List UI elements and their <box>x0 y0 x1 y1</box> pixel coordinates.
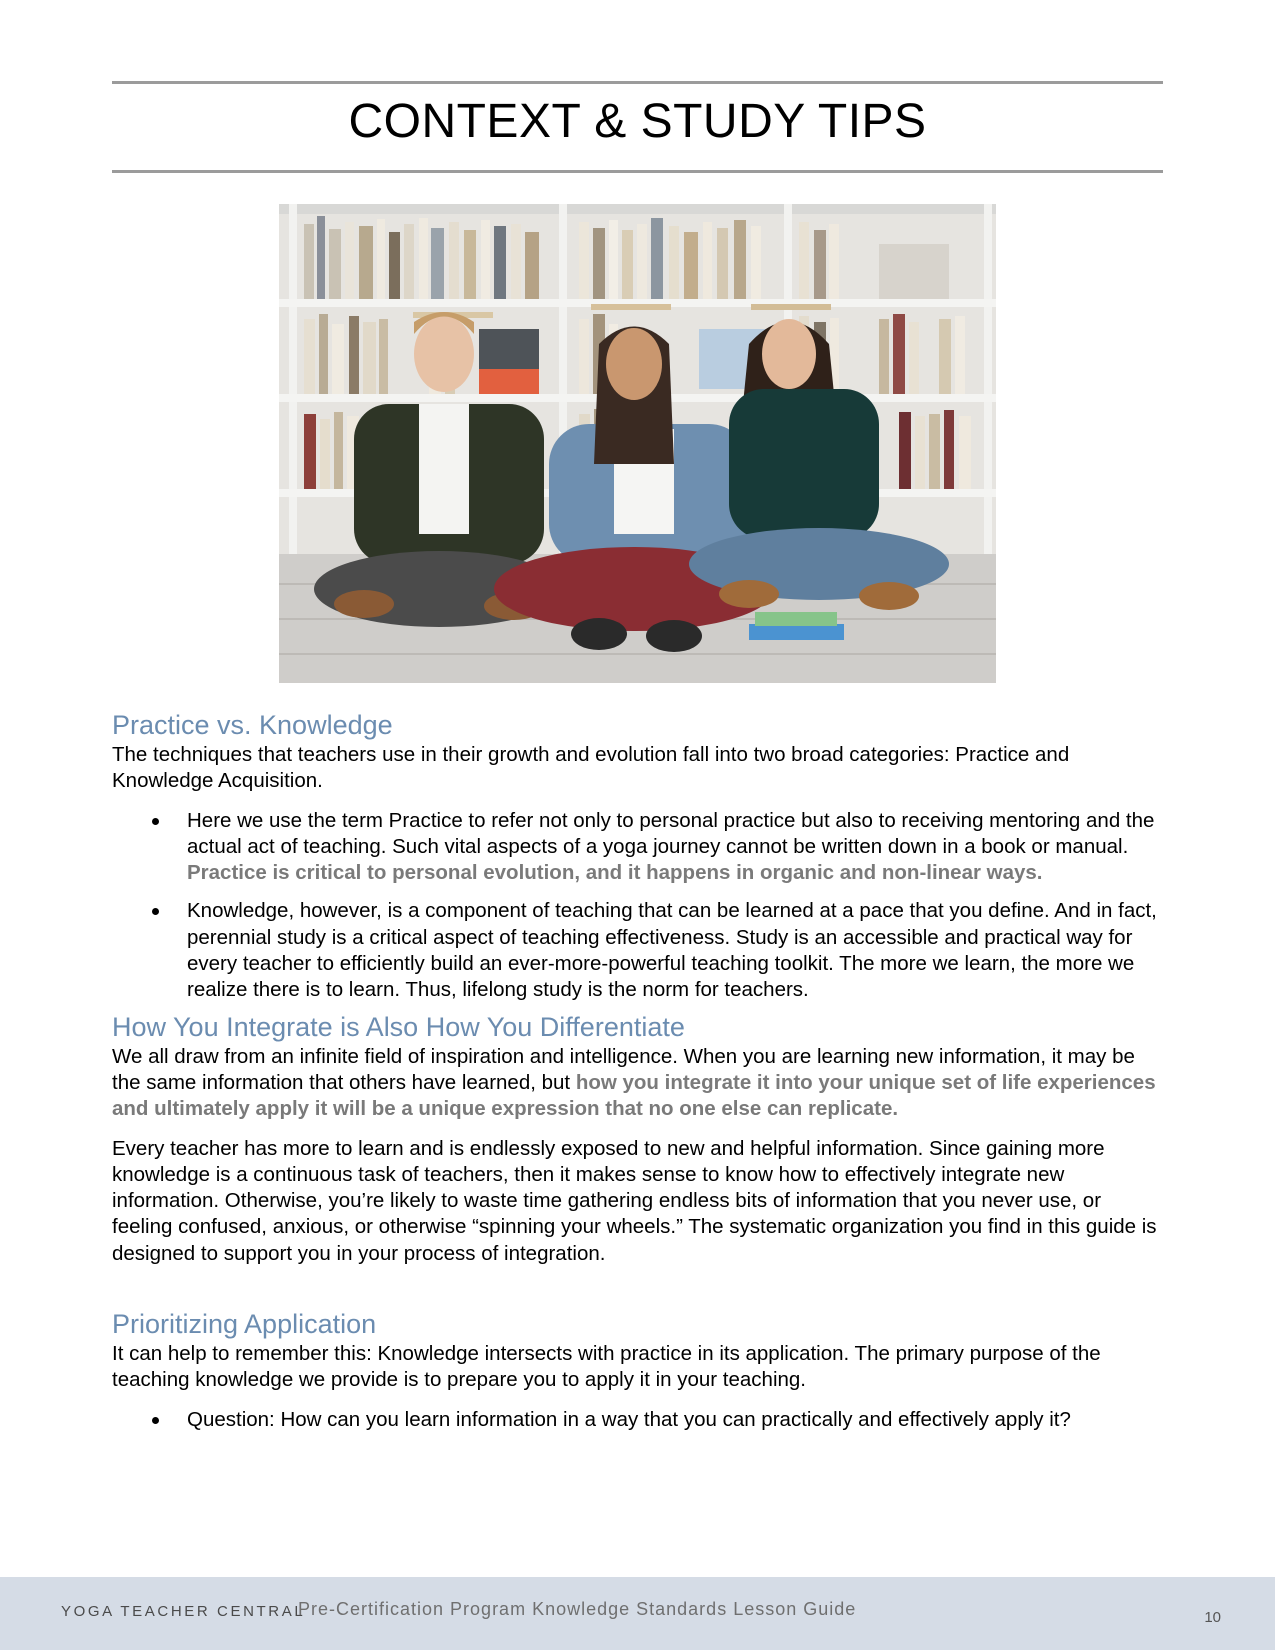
list-item <box>112 808 1167 887</box>
section-heading-integrate: How You Integrate is Also How You Differentiate <box>112 1011 685 1042</box>
practice-bullet-2-text: Knowledge, however, is a component of teaching that can be learned at a pace that you define. And in fact, perennial study is a critical aspect of teaching effectiveness. Study is an accessible and practical way for every teacher to efficiently build an ever-more-powerful teaching toolkit. The more we learn, the more we realize there is to learn. Thus, lifelong study is the norm for teachers. <box>187 899 1157 1002</box>
prioritizing-bullet-list <box>112 1407 1167 1433</box>
section-heading-prioritizing: Prioritizing Application <box>112 1309 377 1340</box>
page-footer <box>0 1577 1275 1650</box>
photo-illustration <box>279 204 996 683</box>
practice-bullet-list <box>112 808 1167 1004</box>
list-item <box>112 1407 1167 1433</box>
list-item <box>112 898 1167 1003</box>
bullet-icon <box>152 908 159 915</box>
footer-brand: YOGA TEACHER CENTRAL <box>61 1603 306 1620</box>
header-bottom-rule <box>112 170 1163 173</box>
header-top-rule <box>112 81 1163 84</box>
page-title: CONTEXT & STUDY TIPS <box>348 95 927 148</box>
prioritizing-bullet-1: Question: How can you learn information in a way that you can practically and effectively apply it? <box>187 1407 1071 1431</box>
practice-bullet-1-text: Here we use the term Practice to refer not only to personal practice but also to receiving mentoring and the actual act of teaching. Such vital aspects of a yoga journey cannot be written down in a book or manual. <box>187 808 1155 858</box>
bullet-icon <box>152 818 159 825</box>
page-number: 10 <box>1204 1609 1221 1626</box>
integrate-paragraph-2: Every teacher has more to learn and is endlessly exposed to new and helpful information. Since gaining more knowledge is a continuous task of teachers, then it makes sense to know how to effectively integrate new information. Otherwise, you’re likely to waste time gathering endless bits of information that you never use, or feeling confused, anxious, or otherwise “spinning your wheels.” The systematic organization you find in this guide is designed to support you in your process of integration. <box>112 1136 1157 1265</box>
practice-bullet-1-emphasis: Practice is critical to personal evolution, and it happens in organic and non-linear ways. <box>187 861 1043 885</box>
body-content <box>112 708 1167 1445</box>
integrate-paragraph-1 <box>112 1044 1167 1123</box>
integrate-p1-emphasis: how you integrate it into your unique set of life experiences and ultimately apply it will be a unique expression that no one else can replicate. <box>112 1070 1156 1121</box>
section-heading-practice: Practice vs. Knowledge <box>112 710 393 740</box>
practice-intro: The techniques that teachers use in their growth and evolution fall into two broad categories: Practice and Knowledge Acquisition. <box>112 743 1070 793</box>
prioritizing-paragraph: It can help to remember this: Knowledge intersects with practice in its application. The primary purpose of the teaching knowledge we provide is to prepare you to apply it in your teaching. <box>112 1342 1101 1392</box>
students-meditating-photo <box>279 204 996 683</box>
footer-guide-title: Pre-Certification Program Knowledge Standards Lesson Guide <box>298 1599 857 1619</box>
bullet-icon <box>152 1417 159 1424</box>
integrate-p1-text: We all draw from an infinite field of inspiration and intelligence. When you are learning new information, it may be the same information that others have learned, but <box>112 1044 1135 1094</box>
